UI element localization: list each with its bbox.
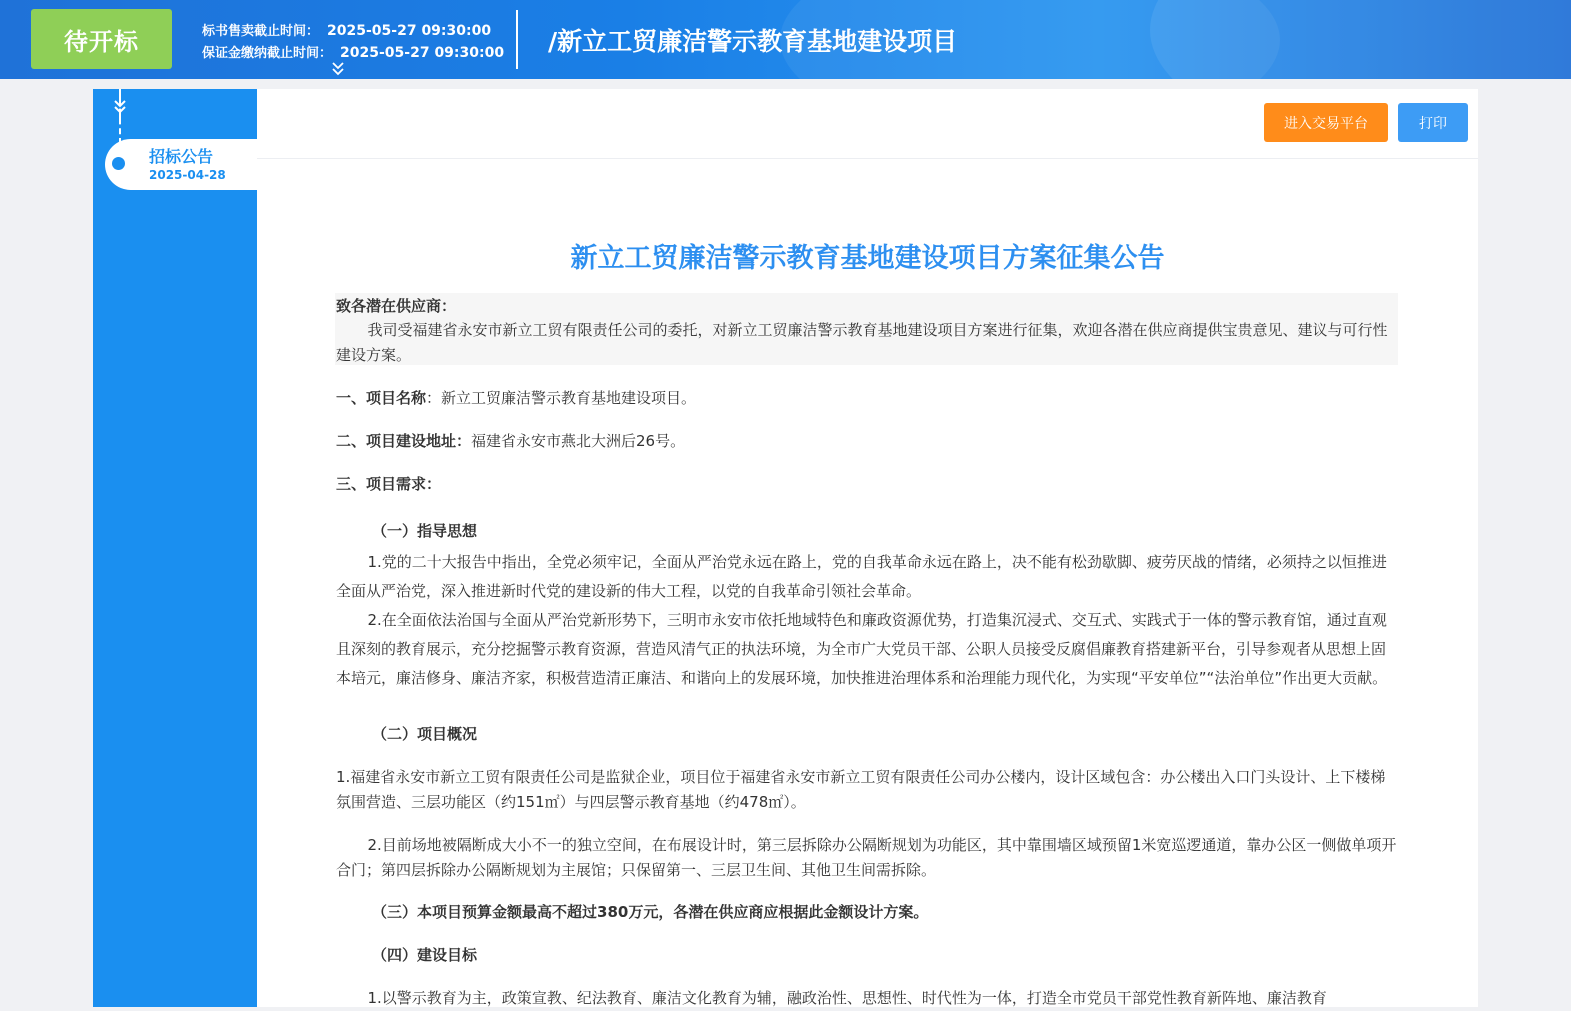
section-1-paragraph-2: 2.在全面依法治国与全面从严治党新形势下，三明市永安市依托地域特色和廉政资源优势，打造集沉浸式、交互式、实践式于一体的警示教育馆，通过直观且深刻的教育展示，充分挖掘警示教育资源，营造风清气正的执法环境，为全市广大党员干部、公职人员接受反腐倡廉教育搭建新平台，引导参观者从思想上固本培元，廉洁修身、廉洁齐家，积极营造清正廉洁、和谐向上的发展环境，加快推进治理体系和治理能力现代化，为实现“平安单位”“法治单位”作出更大贡献。: [336, 611, 1388, 687]
sidebar-item-date: 2025-04-28: [149, 168, 226, 182]
deposit-deadline-label: 保证金缴纳截止时间：: [202, 46, 333, 61]
sidebar: [93, 89, 257, 1007]
deposit-deadline: [202, 42, 504, 61]
project-title: /新立工贸廉洁警示教育基地建设项目: [548, 27, 958, 56]
timeline-arrow-icon: [112, 95, 128, 121]
project-name: [336, 386, 1398, 411]
header-divider: [516, 10, 518, 69]
status-badge: 待开标: [31, 9, 172, 69]
project-name-value: ：新立工贸廉洁警示教育基地建设项目。: [426, 389, 697, 407]
project-name-label: 一、项目名称: [336, 389, 427, 407]
project-address-value: 福建省永安市燕北大洲后26号。: [471, 432, 686, 450]
section-2-paragraph-1: 1.福建省永安市新立工贸有限责任公司是监狱企业，项目位于福建省永安市新立工贸有限责任公司办公楼内，设计区域包含：办公楼出入口门头设计、上下楼梯氛围营造、三层功能区（约151㎡）与四层警示教育基地（约478㎡）。: [336, 768, 1386, 811]
section-4-title: （四）建设目标: [372, 946, 478, 964]
intro-paragraph: 我司受福建省永安市新立工贸有限责任公司的委托，对新立工贸廉洁警示教育基地建设项目方案进行征集，欢迎各潜在供应商提供宝贵意见、建议与可行性建设方案。: [336, 321, 1388, 364]
timeline-dot-icon: [112, 157, 125, 170]
sale-deadline-label: 标书售卖截止时间：: [202, 24, 320, 39]
double-chevron-down-icon[interactable]: [332, 62, 344, 76]
print-button[interactable]: 打印: [1398, 103, 1468, 142]
section-4-paragraph-1: 1.以警示教育为主，政策宣教、纪法教育、廉洁文化教育为辅，融政治性、思想性、时代性为一体，打造全市党员干部党性教育新阵地、廉洁教育: [367, 989, 1327, 1007]
section-3-title: （三）本项目预算金额最高不超过380万元，各潜在供应商应根据此金额设计方案。: [372, 903, 929, 921]
toolbar-divider: [257, 158, 1478, 159]
enter-platform-button[interactable]: 进入交易平台: [1264, 103, 1388, 142]
section-2-title: （二）项目概况: [372, 725, 478, 743]
sale-deadline: [202, 20, 491, 39]
project-needs-heading: 三、项目需求：: [336, 475, 442, 493]
greeting: 致各潜在供应商：: [336, 297, 457, 315]
banner-decoration: [1150, 0, 1571, 79]
project-address-label: 二、项目建设地址：: [336, 432, 472, 450]
section-1-title: （一）指导思想: [372, 522, 478, 540]
sale-deadline-value: 2025-05-27 09:30:00: [327, 23, 492, 39]
section-2-paragraph-2: 2.目前场地被隔断成大小不一的独立空间，在布展设计时，第三层拆除办公隔断规划为功能区，其中靠围墙区域预留1米宽巡逻通道，靠办公区一侧做单项开合门；第四层拆除办公隔断规划为主展馆；只保留第一、三层卫生间、其他卫生间需拆除。: [336, 836, 1397, 879]
deposit-deadline-value: 2025-05-27 09:30:00: [340, 45, 505, 61]
sidebar-item-label[interactable]: 招标公告: [149, 147, 214, 166]
project-address: [336, 429, 1398, 454]
section-1-paragraph-1: 1.党的二十大报告中指出，全党必须牢记，全面从严治党永远在路上，党的自我革命永远在路上，决不能有松劲歇脚、疲劳厌战的情绪，必须持之以恒推进全面从严治党，深入推进新时代党的建设新的伟大工程，以党的自我革命引领社会革命。: [336, 553, 1387, 600]
document-title: 新立工贸廉洁警示教育基地建设项目方案征集公告: [570, 243, 1165, 274]
